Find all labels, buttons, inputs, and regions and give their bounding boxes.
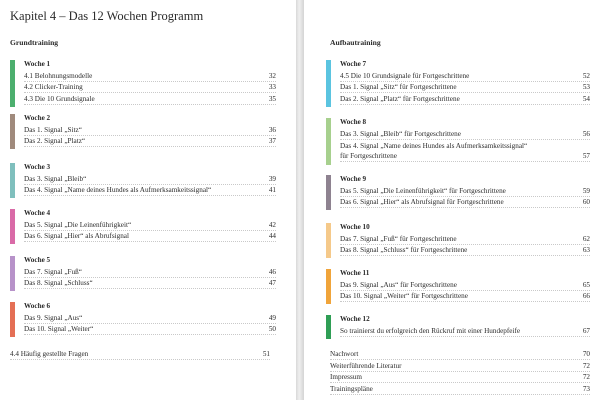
toc-entry-page: 33 <box>268 83 276 92</box>
toc-entry-text: 4.2 Clicker-Training <box>24 83 83 92</box>
right-page <box>304 0 600 400</box>
week-title: Woche 12 <box>340 315 370 323</box>
week-color-bar <box>10 114 15 149</box>
toc-entry-page: 51 <box>262 349 270 358</box>
toc-entry-text: Das 4. Signal „Name deines Hundes als Aufmerksamkeitssignal“ <box>340 141 528 150</box>
toc-entry-text: Trainingspläne <box>330 385 373 394</box>
toc-entry-faq[interactable] <box>10 348 270 360</box>
toc-entry-page: 41 <box>268 186 276 195</box>
toc-entry-page: 50 <box>268 325 276 334</box>
toc-entry-text: Das 3. Signal „Bleib“ <box>24 174 87 183</box>
toc-entry-back-matter[interactable] <box>330 372 590 384</box>
week-title: Woche 11 <box>340 269 370 277</box>
toc-entry[interactable] <box>340 140 590 151</box>
toc-entry-text: 4.3 Die 10 Grundsignale <box>24 94 95 103</box>
toc-entry-text: So trainierst du erfolgreich den Rückruf mit einer Hundepfeife <box>340 326 521 335</box>
toc-entry[interactable] <box>24 219 276 231</box>
week-color-bar <box>10 163 15 198</box>
toc-entry-text: Das 10. Signal „Weiter“ für Fortgeschrittene <box>340 292 468 301</box>
toc-entry[interactable] <box>340 185 590 197</box>
week-color-bar <box>10 209 15 244</box>
toc-entry-page: 39 <box>268 174 276 183</box>
week-title: Woche 5 <box>24 256 51 264</box>
toc-entry-page: 70 <box>582 349 590 358</box>
week-title: Woche 10 <box>340 223 370 231</box>
left-page <box>0 0 296 400</box>
toc-entry-text: 4.4 Häufig gestellte Fragen <box>10 349 89 358</box>
toc-entry-text: Nachwort <box>330 349 359 358</box>
toc-entry[interactable] <box>340 197 590 209</box>
toc-entry[interactable] <box>340 245 590 257</box>
toc-entry-text: Das 5. Signal „Die Leinenführigkeit“ <box>24 220 132 229</box>
toc-entry[interactable] <box>340 233 590 245</box>
toc-entry[interactable] <box>340 128 590 140</box>
toc-entry-page: 49 <box>268 313 276 322</box>
toc-entry-page: 42 <box>268 220 276 229</box>
toc-entry-page: 32 <box>268 71 276 80</box>
toc-entry-page: 65 <box>582 280 590 289</box>
toc-entry-text: 4.1 Belohnungsmodelle <box>24 71 93 80</box>
week-color-bar <box>326 118 331 165</box>
toc-entry-text: Das 7. Signal „Fuß“ <box>24 267 82 276</box>
toc-entry-page: 36 <box>268 125 276 134</box>
week-title: Woche 2 <box>24 114 51 122</box>
toc-entry[interactable] <box>340 93 590 105</box>
toc-entry-text: Das 6. Signal „Hier“ als Abrufsignal <box>24 232 129 241</box>
toc-entry[interactable] <box>24 136 276 148</box>
toc-entry-text: Das 3. Signal „Bleib“ für Fortgeschrittene <box>340 129 461 138</box>
toc-entry[interactable] <box>24 324 276 336</box>
week-title: Woche 7 <box>340 60 367 68</box>
toc-entry-text: Impressum <box>330 373 362 382</box>
toc-entry-text: Das 9. Signal „Aus“ für Fortgeschrittene <box>340 280 457 289</box>
toc-entry-text: Das 8. Signal „Schluss“ für Fortgeschrittene <box>340 246 468 255</box>
toc-entry[interactable] <box>24 173 276 185</box>
week-color-bar <box>326 60 331 107</box>
week-title: Woche 4 <box>24 209 51 217</box>
week-title: Woche 8 <box>340 118 367 126</box>
book-gutter <box>296 0 304 400</box>
toc-entry-text: Das 2. Signal „Platz“ <box>24 137 86 146</box>
week-color-bar <box>326 315 331 339</box>
back-matter-list <box>330 348 590 395</box>
week-title: Woche 3 <box>24 163 51 171</box>
toc-entry[interactable] <box>24 231 276 243</box>
toc-entry-back-matter[interactable] <box>330 360 590 372</box>
toc-entry[interactable] <box>24 312 276 324</box>
toc-entry-page: 67 <box>582 326 590 335</box>
toc-entry-text: 4.5 Die 10 Grundsignale für Fortgeschrittene <box>340 71 470 80</box>
toc-entry-page: 59 <box>582 186 590 195</box>
toc-entry-page: 56 <box>582 129 590 138</box>
toc-entry[interactable] <box>24 266 276 278</box>
toc-entry[interactable] <box>24 93 276 105</box>
week-color-bar <box>10 302 15 337</box>
toc-entry[interactable] <box>24 278 276 290</box>
toc-entry-page: 72 <box>582 361 590 370</box>
toc-entry-text: Das 10. Signal „Weiter“ <box>24 325 94 334</box>
week-color-bar <box>326 223 331 258</box>
toc-entry-page: 73 <box>582 385 590 394</box>
toc-entry-text: für Fortgeschrittene <box>340 152 397 161</box>
toc-entry[interactable] <box>340 279 590 291</box>
toc-entry[interactable] <box>24 124 276 136</box>
toc-entry-page: 35 <box>268 94 276 103</box>
toc-entry-page: 62 <box>582 234 590 243</box>
toc-entry[interactable] <box>24 70 276 82</box>
toc-entry-text: Weiterführende Literatur <box>330 361 402 370</box>
toc-entry-page: 53 <box>582 83 590 92</box>
toc-entry-text: Das 4. Signal „Name deines Hundes als Aufmerksamkeitssignal“ <box>24 186 212 195</box>
toc-entry-page: 54 <box>582 94 590 103</box>
toc-entry-page: 57 <box>582 152 590 161</box>
toc-entry[interactable] <box>24 82 276 94</box>
week-title: Woche 1 <box>24 60 51 68</box>
toc-entry-text: Das 2. Signal „Platz“ für Fortgeschrittene <box>340 94 460 103</box>
toc-entry-page: 44 <box>268 232 276 241</box>
toc-entry-page: 72 <box>582 373 590 382</box>
toc-entry-page: 60 <box>582 198 590 207</box>
section-heading-aufbautraining: Aufbautraining <box>330 38 381 47</box>
toc-entry[interactable] <box>340 151 590 163</box>
toc-entry-text: Das 5. Signal „Die Leinenführigkeit“ für Fortgeschrittene <box>340 186 506 195</box>
toc-entry-back-matter[interactable] <box>330 383 590 395</box>
chapter-title: Kapitel 4 – Das 12 Wochen Programm <box>10 9 204 23</box>
week-title: Woche 9 <box>340 175 367 183</box>
toc-entry-text: Das 6. Signal „Hier“ als Abrufsignal für Fortgeschrittene <box>340 198 504 207</box>
toc-entry[interactable] <box>340 291 590 303</box>
section-heading-grundtraining: Grundtraining <box>10 38 59 47</box>
toc-entry[interactable] <box>340 82 590 94</box>
week-color-bar <box>326 175 331 210</box>
toc-entry-page: 37 <box>268 137 276 146</box>
toc-entry-page: 63 <box>582 246 590 255</box>
toc-entry-page: 47 <box>268 279 276 288</box>
week-color-bar <box>10 60 15 107</box>
toc-entry-page: 46 <box>268 267 276 276</box>
toc-entry[interactable] <box>24 185 276 197</box>
toc-entry-page: 52 <box>582 71 590 80</box>
toc-entry-page: 66 <box>582 292 590 301</box>
toc-entry-text: Das 8. Signal „Schluss“ <box>24 279 93 288</box>
toc-entry[interactable] <box>340 325 590 337</box>
toc-entry-text: Das 1. Signal „Sitz“ <box>24 125 82 134</box>
toc-entry-text: Das 9. Signal „Aus“ <box>24 313 83 322</box>
toc-entry[interactable] <box>340 70 590 82</box>
week-title: Woche 6 <box>24 302 51 310</box>
week-color-bar <box>10 256 15 291</box>
toc-entry-text: Das 7. Signal „Fuß“ für Fortgeschrittene <box>340 234 457 243</box>
toc-entry-back-matter[interactable] <box>330 348 590 360</box>
toc-entry-text: Das 1. Signal „Sitz“ für Fortgeschrittene <box>340 83 457 92</box>
week-color-bar <box>326 269 331 304</box>
